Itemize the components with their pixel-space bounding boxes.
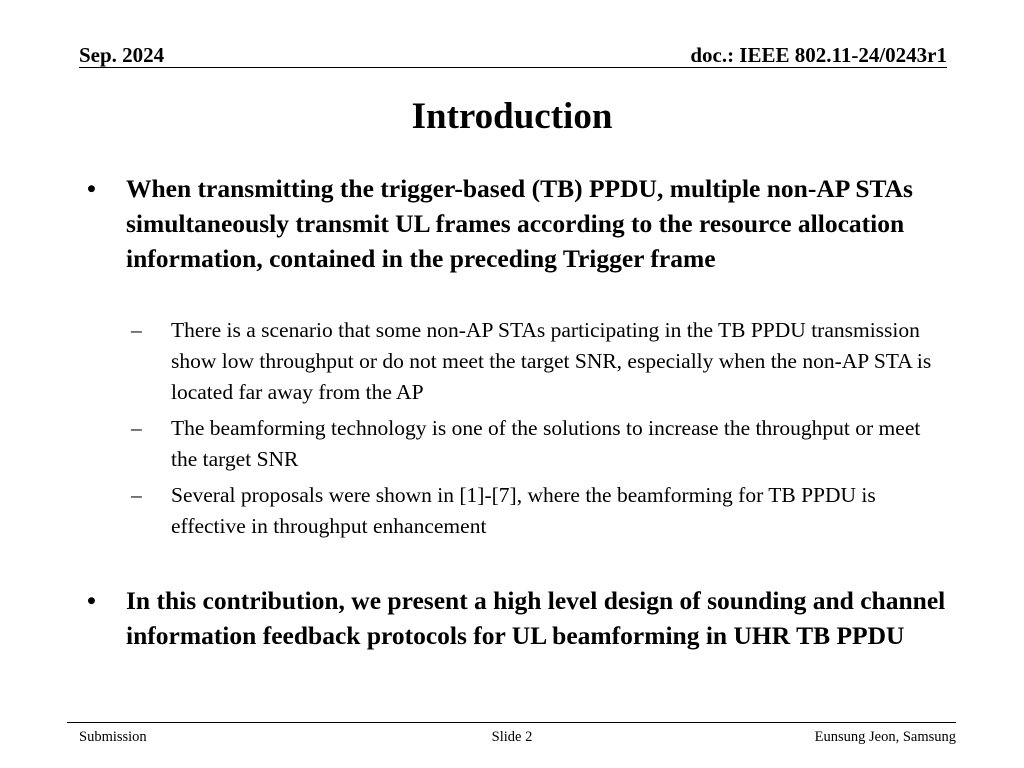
bullet-text: When transmitting the trigger-based (TB) PPDU, multiple non-AP STAs simultaneously transmit UL frames according to the resource allocation information, contained in the preceding Trigger frame: [126, 174, 913, 273]
footer-slide-number: Slide 2: [491, 729, 533, 745]
sub-bullet-marker: –: [131, 318, 142, 342]
bullet-item: [87, 171, 947, 276]
sub-bullet-item: [131, 413, 947, 475]
bullet-text: In this contribution, we present a high level design of sounding and channel information feedback protocols for UL beamforming in UHR TB PPDU: [126, 586, 946, 650]
sub-bullet-item: [131, 480, 947, 542]
sub-bullet-text: There is a scenario that some non-AP STAs participating in the TB PPDU transmission show low throughput or do not meet the target SNR, especially when the non-AP STA is located far away from the AP: [171, 318, 932, 404]
sub-bullet-item: [131, 315, 947, 408]
sub-bullet-marker: –: [131, 483, 142, 507]
header-doc-id: doc.: IEEE 802.11-24/0243r1: [690, 43, 947, 67]
bullet-item: [87, 583, 947, 653]
footer-author: Eunsung Jeon, Samsung: [814, 729, 956, 745]
sub-bullet-text: The beamforming technology is one of the solutions to increase the throughput or meet the target SNR: [171, 416, 921, 471]
sub-bullet-marker: –: [131, 416, 142, 440]
bullet-marker: •: [87, 174, 96, 203]
slide-title: Introduction: [411, 96, 613, 137]
header-date: Sep. 2024: [79, 43, 165, 67]
sub-bullet-text: Several proposals were shown in [1]-[7], where the beamforming for TB PPDU is effective in throughput enhancement: [171, 483, 876, 538]
bullet-marker: •: [87, 586, 96, 615]
footer-divider: [67, 722, 956, 723]
footer-submission: Submission: [79, 729, 147, 745]
header-divider: [79, 67, 947, 68]
